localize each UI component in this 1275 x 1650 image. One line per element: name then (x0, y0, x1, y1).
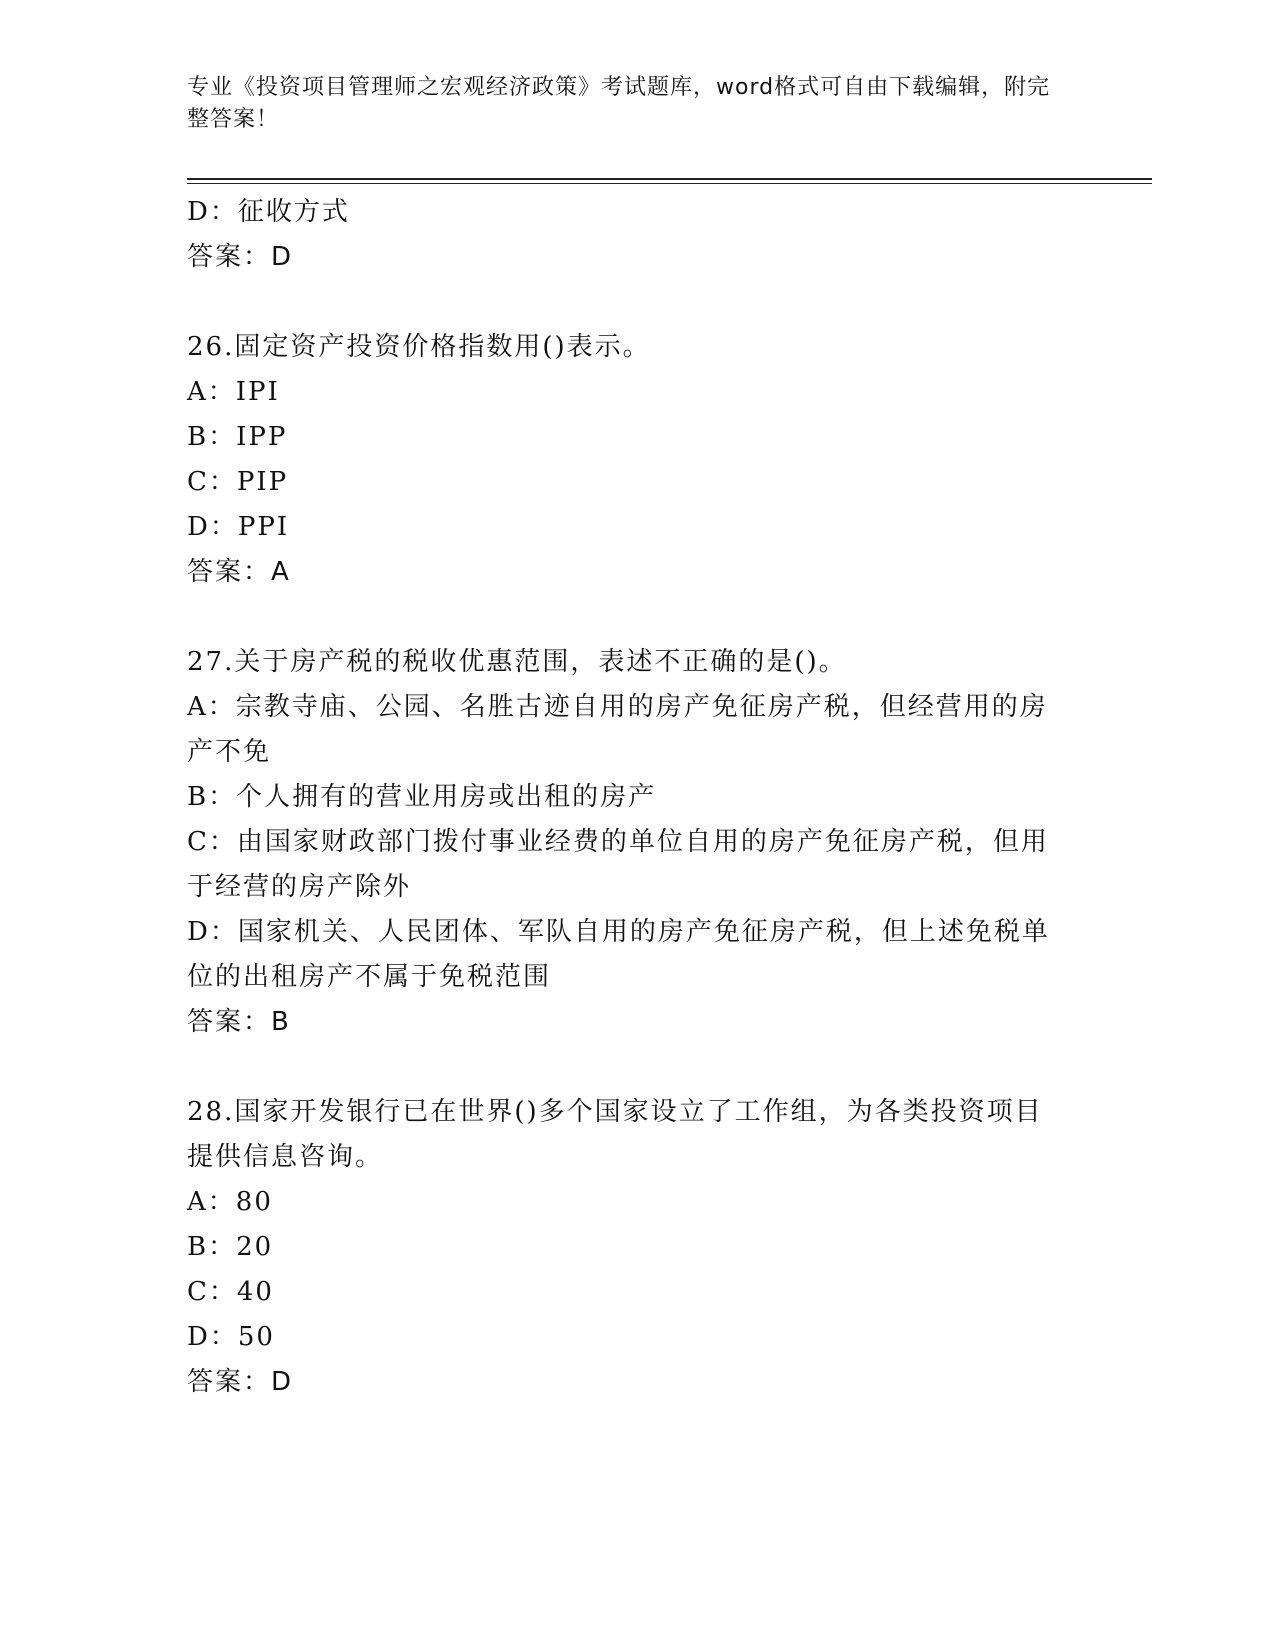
header-text: 专业《投资项目管理师之宏观经济政策》考试题库，word格式可自由下载编辑，附完整答案！ (187, 75, 1051, 132)
option-b: B：IPP (187, 422, 288, 452)
spacer (187, 1045, 1077, 1090)
option-c: C：由国家财政部门拨付事业经费的单位自用的房产免征房产税，但用于经营的房产除外 (187, 827, 1049, 902)
question-stem: 28.国家开发银行已在世界()多个国家设立了工作组，为各类投资项目提供信息咨询。 (187, 1097, 1043, 1172)
document-header (187, 72, 1067, 136)
spacer (187, 595, 1077, 640)
spacer (187, 280, 1077, 325)
option-d: D：50 (187, 1322, 275, 1352)
answer-line: 答案：B (187, 1007, 291, 1037)
question-list (187, 190, 1077, 1405)
option-b: B：个人拥有的营业用房或出租的房产 (187, 782, 657, 812)
question-stem: 26.固定资产投资价格指数用()表示。 (187, 332, 651, 362)
header-divider-thin (187, 183, 1152, 184)
option-b: B：20 (187, 1232, 274, 1262)
question-25-tail (187, 190, 1077, 280)
question-28 (187, 1090, 1077, 1405)
header-divider-thick (187, 178, 1152, 180)
answer-line: 答案：D (187, 1367, 294, 1397)
option-a: A：宗教寺庙、公园、名胜古迹自用的房产免征房产税，但经营用的房产不免 (187, 692, 1048, 767)
answer-line: 答案：A (187, 557, 291, 587)
option-c: C：PIP (187, 467, 289, 497)
option-d: D：征收方式 (187, 197, 350, 227)
answer-line: 答案：D (187, 242, 294, 272)
option-a: A：IPI (187, 377, 280, 407)
question-stem: 27.关于房产税的税收优惠范围，表述不正确的是()。 (187, 647, 847, 677)
option-d: D：国家机关、人民团体、军队自用的房产免征房产税，但上述免税单位的出租房产不属于免税范围 (187, 917, 1050, 992)
question-27 (187, 640, 1077, 1045)
option-a: A：80 (187, 1187, 273, 1217)
option-d: D：PPI (187, 512, 290, 542)
question-26 (187, 325, 1077, 595)
option-c: C：40 (187, 1277, 274, 1307)
